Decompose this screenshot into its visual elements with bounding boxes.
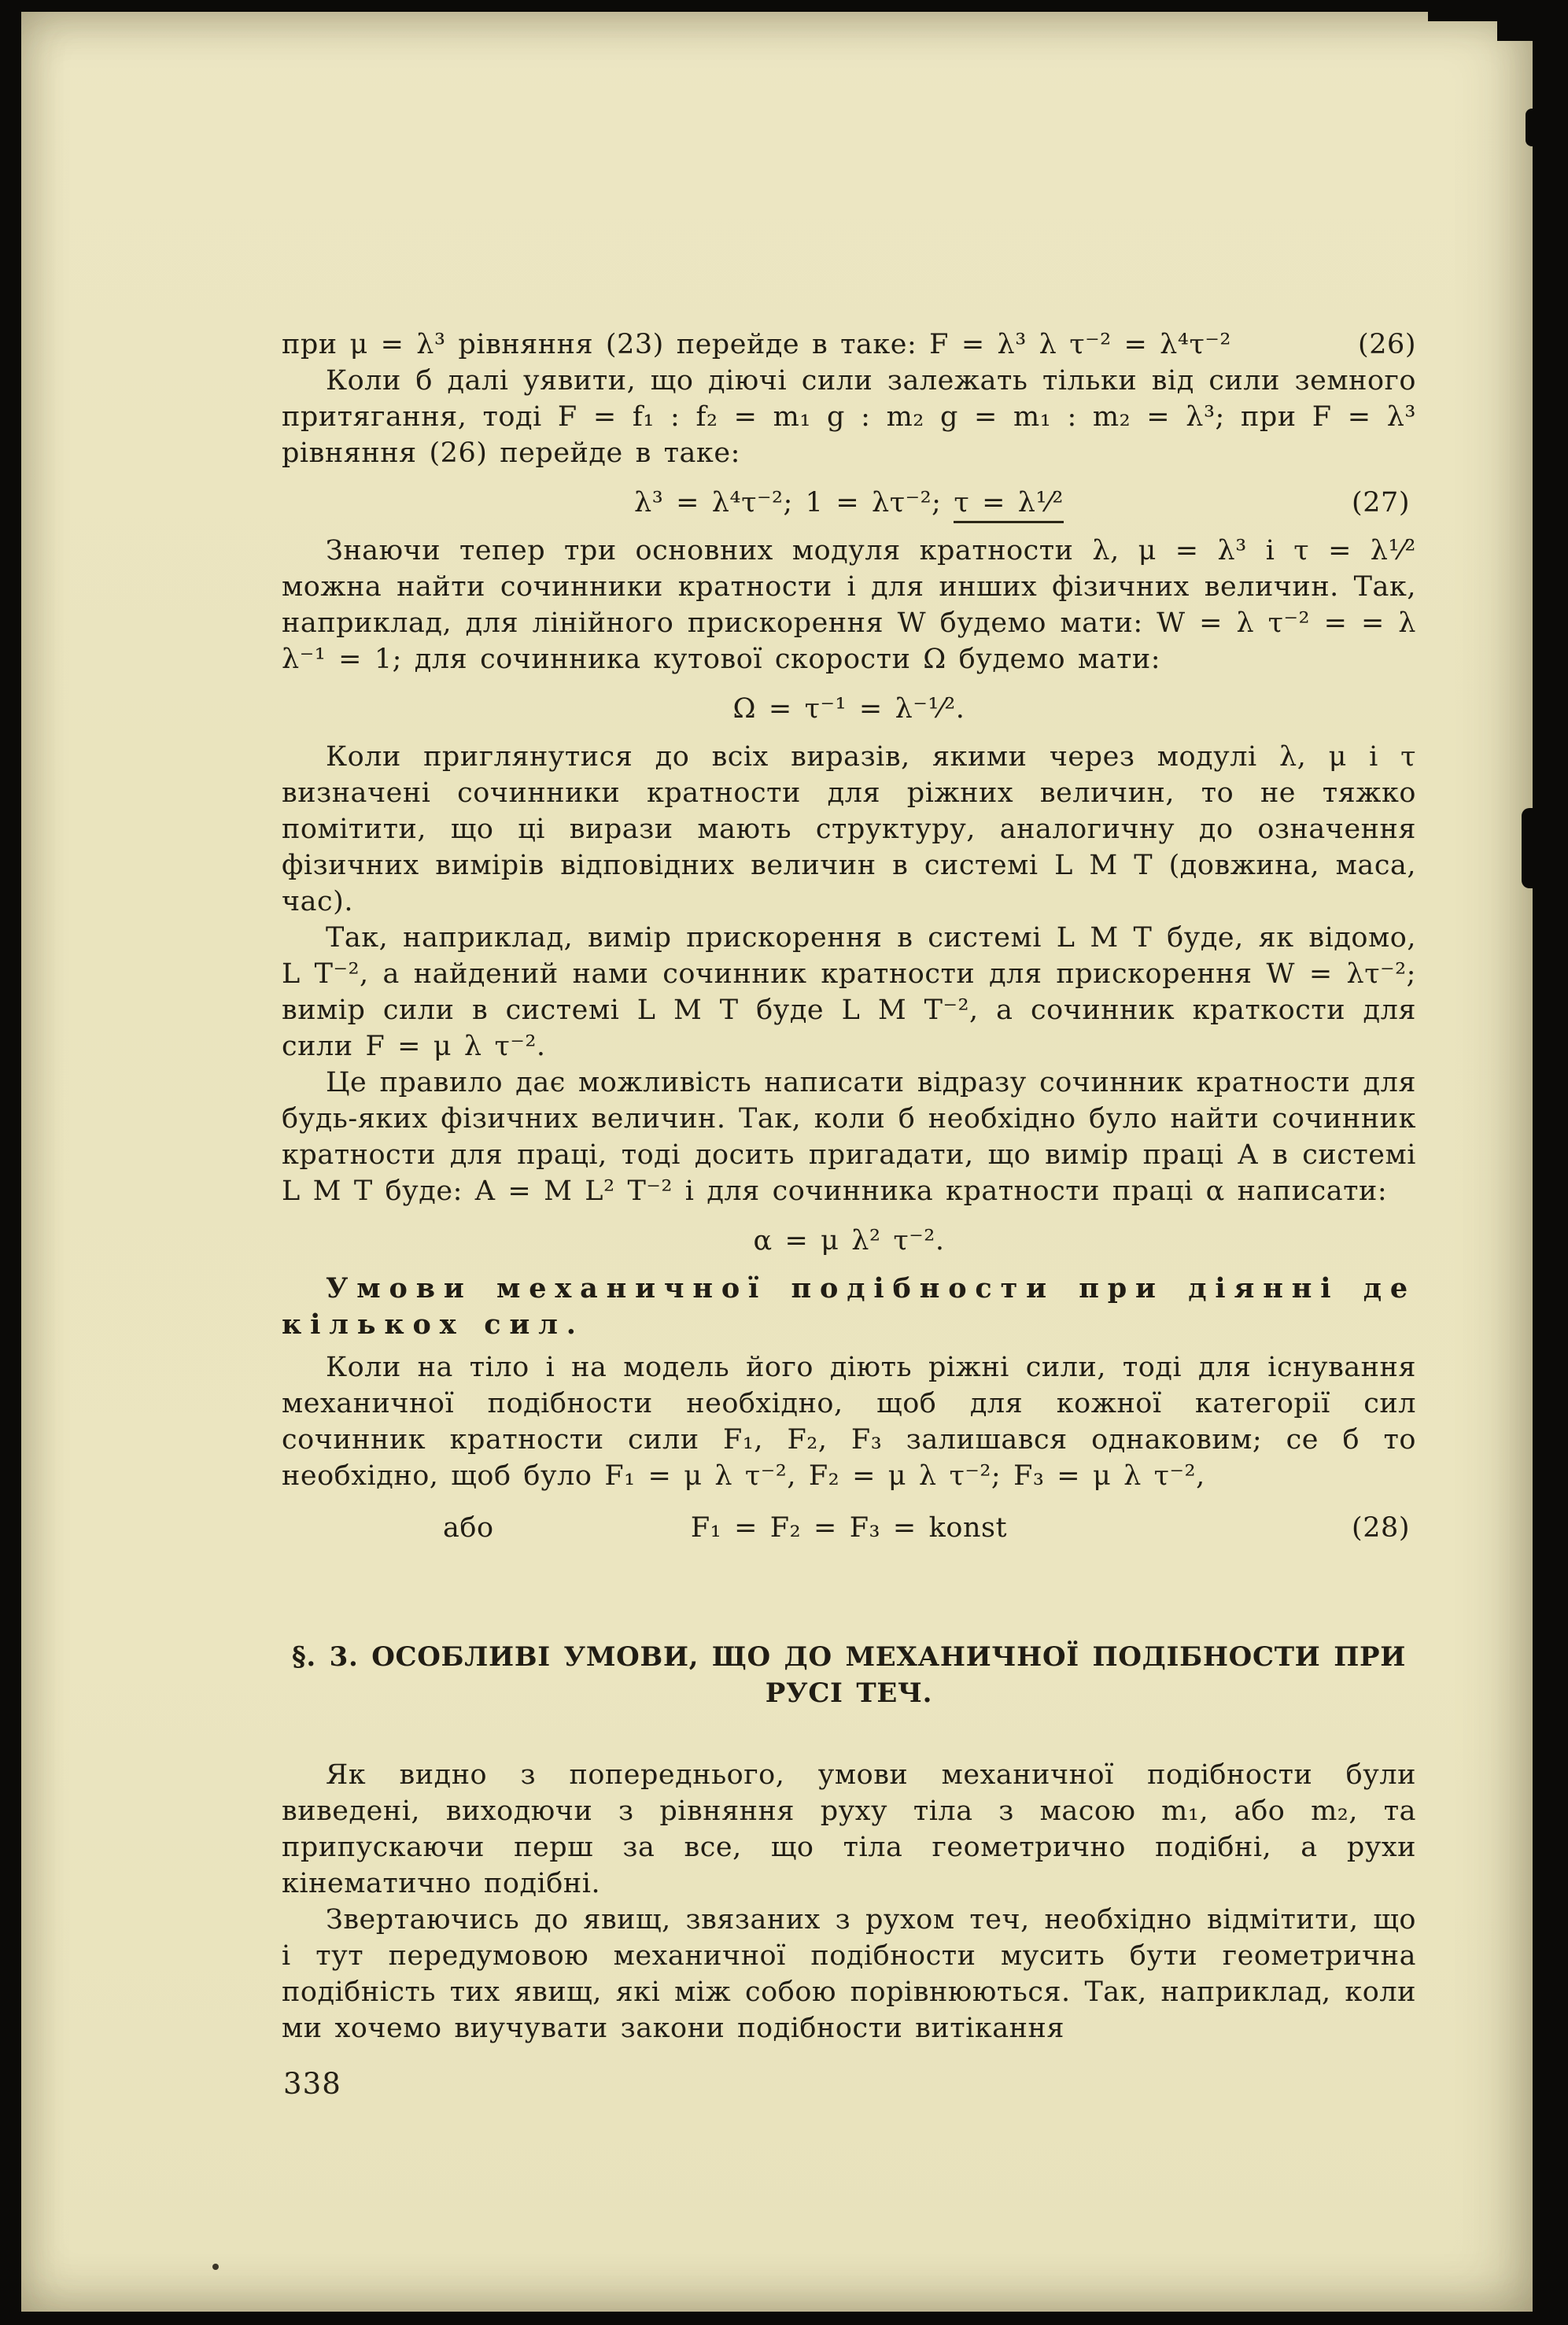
equation [282, 1510, 1416, 1546]
paragraph-with-equation [282, 327, 1416, 363]
equation [282, 1223, 1416, 1259]
equation-text-underlined: τ = λ¹⁄² [954, 487, 1064, 523]
scan-artifact-dot [212, 2264, 219, 2270]
equation-text: λ³ = λ⁴τ⁻²; 1 = λτ⁻²; [633, 487, 942, 519]
paragraph: Це правило дає можливість написати відразу сочинник кратности для будь-яких фізичних величин. Так, коли б необхідно було найти сочинник кратности для праці, тоді досить пригадати, що вимір праці A в системі L M T буде: A = M L² T⁻² і для сочинника кратности праці α написати: [282, 1067, 1416, 1207]
scan-edge-smudge [1526, 109, 1535, 146]
equation-number: (27) [1352, 487, 1410, 519]
equation-text: Ω = τ⁻¹ = λ⁻¹⁄². [732, 693, 965, 725]
paragraph: Коли приглянутися до всіх виразів, якими через модулі λ, μ і τ визначені сочинники кратности для ріжних величин, то не тяжко помітити, що ці вирази мають структуру, аналогичну до означення фізичних вимірів відповідних величин в системі L M T (довжина, маса, час). [282, 741, 1416, 917]
equation-label: або [443, 1512, 494, 1544]
equation-number: (26) [1358, 329, 1416, 360]
subsection-heading: Умови механичної подібности при діянні де кількох сил. [282, 1272, 1416, 1341]
book-page [21, 12, 1533, 2312]
paragraph: Як видно з попереднього, умови механичної подібности були виведені, виходючи з рівняння руху тіла з масою m₁, або m₂, та припускаючи перш за все, що тіла геометрично подібні, а рухи кінематично подібні. [282, 1759, 1416, 1899]
scan-corner-mark [1497, 0, 1546, 41]
page-content [282, 327, 1416, 2046]
equation-text: α = μ λ² τ⁻². [753, 1225, 945, 1257]
equation [282, 691, 1416, 727]
paragraph: Коли на тіло і на модель його діють ріжні сили, тоді для існування механичної подібности необхідно, щоб для кожної категорії сил сочинник кратности сили F₁, F₂, F₃ залишався однаковим; се б то необхідно, щоб було F₁ = μ λ τ⁻², F₂ = μ λ τ⁻²; F₃ = μ λ τ⁻², [282, 1352, 1416, 1492]
equation-number: (28) [1352, 1512, 1410, 1544]
paragraph: Звертаючись до явищ, звязаних з рухом теч, необхідно відмітити, що і тут передумовою механичної подібности мусить бути геометрична подібність тих явищ, які між собою порівнюються. Так, наприклад, коли ми хочемо виучувати закони подібности витікання [282, 1904, 1416, 2044]
equation-text: F₁ = F₂ = F₃ = konst [690, 1512, 1008, 1544]
paragraph-text: при μ = λ³ рівняння (23) перейде в таке: F = λ³ λ τ⁻² = λ⁴τ⁻² [282, 329, 1231, 360]
section-heading: §. 3. ОСОБЛИВІ УМОВИ, ЩО ДО МЕХАНИЧНОЇ ПОДІБНОСТИ ПРИ РУСІ ТЕЧ. [291, 1641, 1407, 1709]
paragraph: Коли б далі уявити, що діючі сили залежать тільки від сили земного притягання, тоді F = f₁ : f₂ = m₁ g : m₂ g = m₁ : m₂ = λ³; при F = λ³ рівняння (26) перейде в таке: [282, 365, 1416, 469]
scan-edge-smudge [1522, 808, 1535, 888]
equation [282, 485, 1416, 521]
paragraph: Так, наприклад, вимір прискорення в системі L M T буде, як відомо, L T⁻², а найдений нами сочинник кратности для прискорення W = λτ⁻²; вимір сили в системі L M T буде L M T⁻², а сочинник краткости для сили F = μ λ τ⁻². [282, 922, 1416, 1062]
paragraph: Знаючи тепер три основних модуля кратности λ, μ = λ³ і τ = λ¹⁄² можна найти сочинники кратности і для инших фізичних величин. Так, наприклад, для лінійного прискорення W будемо мати: W = λ τ⁻² = = λ λ⁻¹ = 1; для сочинника кутової скорости Ω будемо мати: [282, 535, 1416, 675]
page-number: 338 [283, 2067, 341, 2101]
